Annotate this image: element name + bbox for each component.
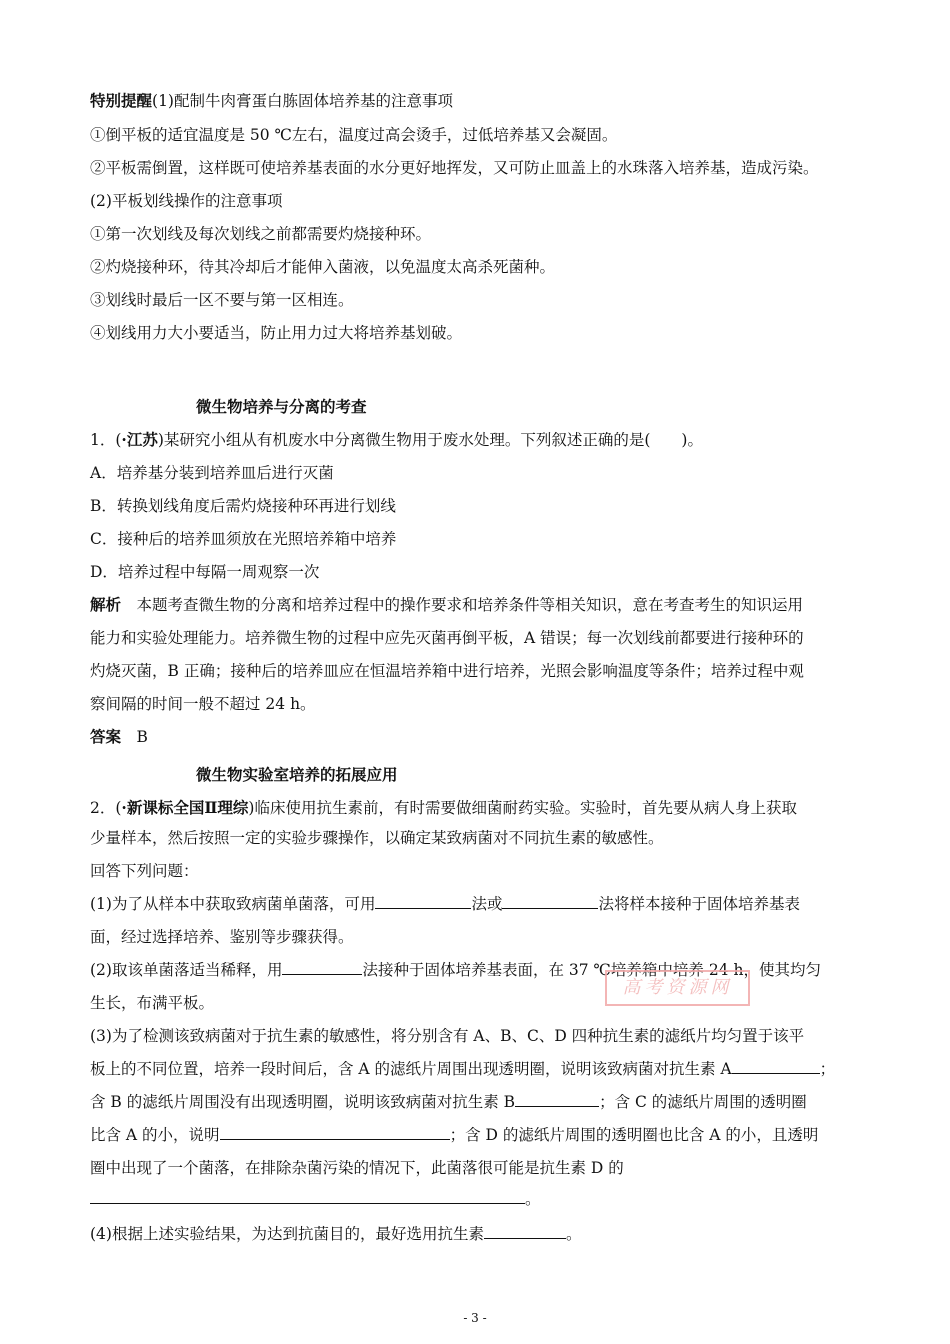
answer-label: 答案 (90, 727, 122, 746)
question2-number: 2．( (90, 799, 122, 817)
answer-blank-3[interactable] (282, 960, 362, 975)
subquestion4-text-b: 。 (565, 1225, 582, 1243)
subquestion1-text-c: 法将样本接种于固体培养基表 (598, 895, 800, 913)
subquestion3-text-f2: 。 (525, 1190, 541, 1208)
section2-heading: 微生物实验室培养的拓展应用 (196, 765, 398, 784)
tip-p1-item-1: ①倒平板的适宜温度是 50 ℃左右，温度过高会烫手，过低培养基又会凝固。 (90, 126, 618, 144)
subquestion1-text-a: (1)为了从样本中获取致病菌单菌落，可用 (90, 895, 376, 913)
subquestion3-line-5: 圈中出现了一个菌落，在排除杂菌污染的情况下，此菌落很可能是抗生素 D 的 (90, 1159, 624, 1177)
question2-text-1: )临床使用抗生素前，有时需要做细菌耐药实验。实验时，首先要从病人身上获取 (248, 799, 797, 817)
answer-blank-7[interactable] (90, 1189, 525, 1204)
subquestion3-line-6 (90, 1189, 865, 1209)
question1-option-c: C．接种后的培养皿须放在光照培养箱中培养 (90, 530, 397, 548)
subquestion3-line-4 (90, 1125, 865, 1145)
subquestion1-line-2: 面，经过选择培养、鉴别等步骤获得。 (90, 928, 354, 946)
subquestion3-text-b2: ； (819, 1060, 836, 1078)
subquestion3-line-2 (90, 1059, 865, 1079)
subquestion3-line-3 (90, 1092, 865, 1112)
question2-prompt: 回答下列问题： (90, 862, 199, 880)
subquestion3-text-c2: ；含 C 的滤纸片周围的透明圈 (599, 1093, 807, 1111)
subquestion4-line-1 (90, 1224, 865, 1244)
question1-text: )某研究小组从有机废水中分离微生物用于废水处理。下列叙述正确的是( )。 (157, 431, 703, 449)
answer-blank-2[interactable] (502, 894, 598, 909)
analysis-line-1 (90, 595, 865, 615)
tip-p2-title: (2)平板划线操作的注意事项 (90, 192, 283, 210)
section1-heading: 微生物培养与分离的考查 (196, 397, 367, 416)
answer-blank-6[interactable] (220, 1125, 450, 1140)
answer-blank-5[interactable] (515, 1092, 599, 1107)
question1-option-d: D．培养过程中每隔一周观察一次 (90, 563, 320, 581)
tip-p1-item-2: ②平板需倒置，这样既可使培养基表面的水分更好地挥发，又可防止皿盖上的水珠落入培养基，造成污染。 (90, 159, 819, 177)
subquestion2-line-2: 生长，布满平板。 (90, 994, 215, 1012)
subquestion3-text-d2: ；含 D 的滤纸片周围的透明圈也比含 A 的小，且透明 (449, 1126, 819, 1144)
answer-blank-8[interactable] (484, 1224, 566, 1239)
watermark-stamp: 高考资源网 (605, 970, 750, 1006)
tip-p1-title: (1)配制牛肉膏蛋白胨固体培养基的注意事项 (152, 92, 453, 110)
answer-blank-4[interactable] (732, 1059, 820, 1074)
subquestion2-text-b: 法接种于固体培养基表面，在 37 ℃培养箱中培养 24 h，使其均匀 (362, 961, 821, 979)
answer-value: B (121, 728, 148, 746)
question1-option-b: B．转换划线角度后需灼烧接种环再进行划线 (90, 497, 396, 515)
subquestion3-line-1: (3)为了检测该致病菌对于抗生素的敏感性，将分别含有 A、B、C、D 四种抗生素的滤纸片均匀置于该平 (90, 1027, 805, 1045)
question2-stem-1 (90, 798, 865, 818)
subquestion3-text-d: 比含 A 的小，说明 (90, 1126, 220, 1144)
page-number: - 3 - (463, 1311, 487, 1325)
subquestion4-text-a: (4)根据上述实验结果，为达到抗菌目的，最好选用抗生素 (90, 1225, 484, 1243)
subquestion2-text-a: (2)取该单菌落适当稀释，用 (90, 961, 283, 979)
analysis-text-1: 本题考查微生物的分离和培养过程中的操作要求和培养条件等相关知识，意在考查考生的知识运用 (121, 596, 804, 614)
tip-p2-item-1: ①第一次划线及每次划线之前都需要灼烧接种环。 (90, 225, 432, 243)
tip-title-1 (90, 91, 865, 111)
question1-stem (90, 430, 865, 450)
subquestion3-text-c: 含 B 的滤纸片周围没有出现透明圈，说明该致病菌对抗生素 B (90, 1093, 516, 1111)
analysis-line-4: 察间隔的时间一般不超过 24 h。 (90, 695, 316, 713)
answer-line (90, 727, 865, 747)
tip-p2-item-3: ③划线时最后一区不要与第一区相连。 (90, 291, 354, 309)
analysis-line-3: 灼烧灭菌，B 正确；接种后的培养皿应在恒温培养箱中进行培养，光照会影响温度等条件；培养过程中观 (90, 662, 804, 680)
analysis-line-2: 能力和实验处理能力。培养微生物的过程中应先灭菌再倒平板，A 错误；每一次划线前都要进行接种环的 (90, 629, 804, 647)
tip-p2-item-2: ②灼烧接种环，待其冷却后才能伸入菌液，以免温度太高杀死菌种。 (90, 258, 556, 276)
subquestion3-text-b: 板上的不同位置，培养一段时间后，含 A 的滤纸片周围出现透明圈，说明该致病菌对抗生素 A (90, 1060, 732, 1078)
tip-p2-item-4: ④划线用力大小要适当，防止用力过大将培养基划破。 (90, 324, 463, 342)
question1-number: 1．( (90, 431, 122, 449)
subquestion1-line-1 (90, 894, 865, 914)
question1-source: ·江苏 (121, 430, 158, 449)
question2-stem-2: 少量样本，然后按照一定的实验步骤操作，以确定某致病菌对不同抗生素的敏感性。 (90, 829, 664, 847)
question1-option-a: A．培养基分装到培养皿后进行灭菌 (90, 464, 334, 482)
subquestion1-text-b: 法或 (471, 895, 503, 913)
analysis-label: 解析 (90, 595, 122, 614)
tip-label: 特别提醒 (90, 91, 153, 110)
answer-blank-1[interactable] (375, 894, 471, 909)
question2-source: ·新课标全国Ⅱ理综 (121, 798, 249, 817)
